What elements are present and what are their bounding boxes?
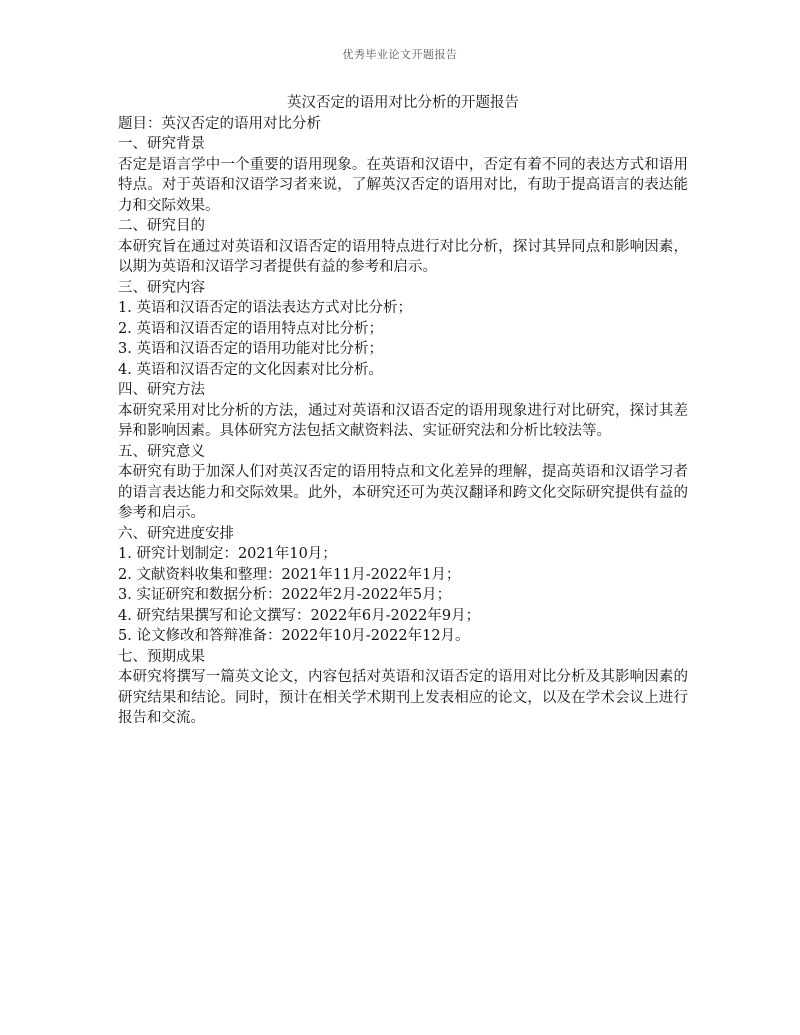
running-header: 优秀毕业论文开题报告: [342, 48, 458, 61]
section-heading-purpose: 二、研究目的: [118, 218, 205, 234]
section-schedule: [118, 524, 688, 647]
list-item: 2. 英语和汉语否定的语用特点对比分析；: [118, 320, 383, 337]
section-heading-background: 一、研究背景: [118, 136, 205, 152]
content-item-list: [118, 298, 688, 380]
section-heading-method: 四、研究方法: [118, 382, 205, 398]
list-item: 1. 研究计划制定：2021年10月；: [118, 546, 337, 562]
list-item: 4. 研究结果撰写和论文撰写：2022年6月-2022年9月；: [118, 607, 481, 624]
section-significance: [118, 442, 688, 524]
schedule-item-list: [118, 544, 688, 647]
section-text-purpose: 本研究旨在通过对英语和汉语否定的语用特点进行对比分析，探讨其异同点和影响因素，以期为英语和汉语学习者提供有益的参考和启示。: [118, 238, 688, 275]
section-text-significance: 本研究有助于加深人们对英汉否定的语用特点和文化差异的理解，提高英语和汉语学习者的语言表达能力和交际效果。此外，本研究还可为英汉翻译和跨文化交际研究提供有益的参考和启示。: [118, 464, 688, 521]
section-heading-content: 三、研究内容: [118, 279, 205, 296]
section-outcomes: [118, 647, 688, 729]
section-text-outcomes: 本研究将撰写一篇英文论文，内容包括对英语和汉语否定的语用对比分析及其影响因素的研究结果和结论。同时，预计在相关学术期刊上发表相应的论文，以及在学术会议上进行报告和交流。: [118, 669, 688, 726]
list-item: 3. 实证研究和数据分析：2022年2月-2022年5月；: [118, 587, 452, 603]
list-item: 2. 文献资料收集和整理：2021年11月-2022年1月；: [118, 566, 461, 583]
list-item: 3. 英语和汉语否定的语用功能对比分析；: [118, 341, 383, 357]
section-content: [118, 278, 688, 381]
section-text-background: 否定是语言学中一个重要的语用现象。在英语和汉语中，否定有着不同的表达方式和语用特点。对于英语和汉语学习者来说，了解英汉否定的语用对比，有助于提高语言的表达能力和交际效果。: [118, 156, 688, 214]
section-heading-outcomes: 七、预期成果: [118, 648, 205, 665]
document-title: 英汉否定的语用对比分析的开题报告: [287, 95, 519, 111]
topic-line: 题目：英汉否定的语用对比分析: [118, 115, 321, 132]
section-heading-significance: 五、研究意义: [118, 443, 205, 460]
list-item: 5. 论文修改和答辩准备：2022年10月-2022年12月。: [118, 628, 470, 644]
section-method: [118, 380, 688, 442]
list-item: 4. 英语和汉语否定的文化因素对比分析。: [118, 361, 383, 378]
section-purpose: [118, 216, 688, 278]
document-body: [118, 93, 688, 729]
section-text-method: 本研究采用对比分析的方法，通过对英语和汉语否定的语用现象进行对比研究，探讨其差异和影响因素。具体研究方法包括文献资料法、实证研究法和分析比较法等。: [118, 402, 688, 439]
section-heading-schedule: 六、研究进度安排: [118, 525, 234, 542]
list-item: 1. 英语和汉语否定的语法表达方式对比分析；: [118, 300, 412, 316]
section-background: [118, 134, 688, 216]
